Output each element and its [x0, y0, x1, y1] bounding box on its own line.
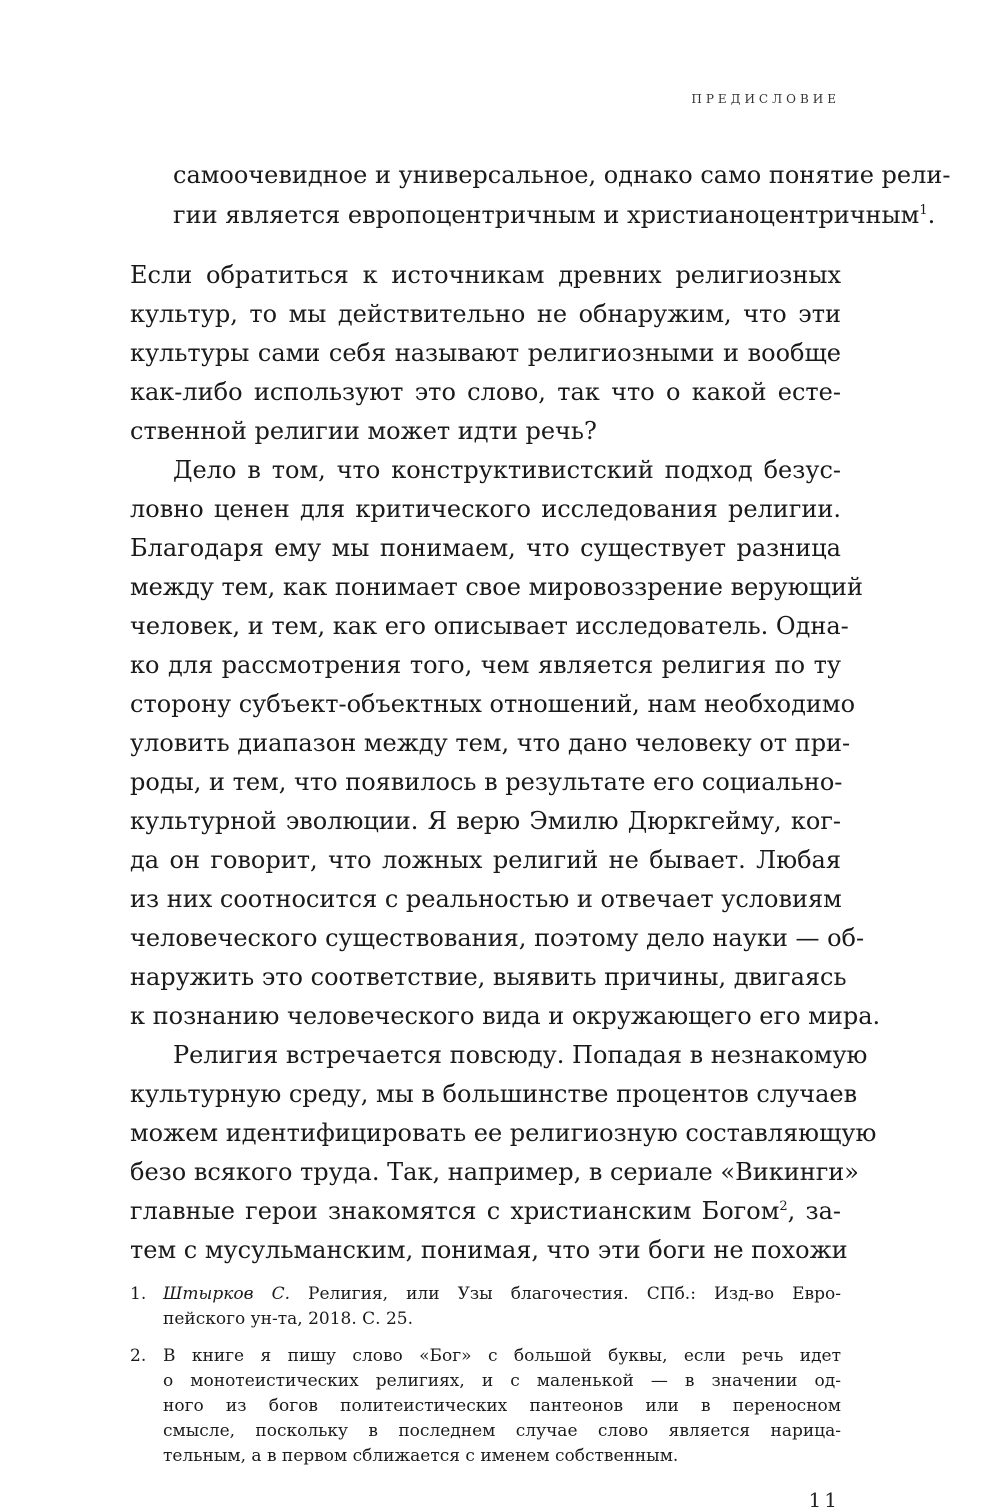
footnote-2-line: смысле, поскольку в последнем случае слово является нарица-: [163, 1421, 841, 1441]
body-line: наружить это соответствие, выявить причины, двигаясь: [130, 963, 847, 991]
footnote-author: Штырков С.: [163, 1284, 290, 1304]
footnote-number: 1.: [130, 1284, 147, 1304]
body-line: как-либо используют это слово, так что о какой есте-: [130, 378, 841, 406]
body-line: культуры сами себя называют религиозными и вообще: [130, 339, 841, 367]
quote-line: самоочевидное и универсальное, однако само понятие рели-: [173, 161, 951, 189]
body-line: уловить диапазон между тем, что дано человеку от при-: [130, 729, 851, 757]
body-line: культур, то мы действительно не обнаружим, что эти: [130, 300, 841, 328]
body-line: Дело в том, что конструктивистский подход безус-: [173, 456, 841, 484]
body-line: да он говорит, что ложных религий не бывает. Любая: [130, 846, 841, 874]
footnote-2: [130, 1344, 841, 1369]
footnote-text: В книге я пишу слово «Бог» с большой буквы, если речь идет: [163, 1346, 841, 1366]
body-line: безо всякого труда. Так, например, в сериале «Викинги»: [130, 1158, 859, 1186]
body-line: культурной эволюции. Я верю Эмилю Дюркгейму, ког-: [130, 807, 841, 835]
body-line: человеческого существования, поэтому дело науки — об-: [130, 924, 865, 952]
footnote-ref-1[interactable]: 1: [919, 203, 928, 218]
footnote-text: Религия, или Узы благочестия. СПб.: Изд-во Евро-: [289, 1284, 841, 1304]
footnote-1-line: пейского ун-та, 2018. С. 25.: [163, 1309, 413, 1329]
footnote-2-line: о монотеистических религиях, и с маленькой — в значении од-: [163, 1371, 841, 1391]
body-line-text: , за-: [787, 1197, 842, 1225]
body-line: человек, и тем, как его описывает исследователь. Одна-: [130, 612, 849, 640]
body-line: тем с мусульманским, понимая, что эти боги не похожи: [130, 1236, 848, 1264]
body-line: [130, 1191, 841, 1231]
quote-line: гии является европоцентричным и христианоцентричным$^1$.: [173, 201, 936, 229]
body-line: Религия встречается повсюду. Попадая в незнакомую: [173, 1041, 868, 1069]
body-line: ко для рассмотрения того, чем является религия по ту: [130, 651, 841, 679]
body-line: роды, и тем, что появилось в результате его социально-: [130, 768, 843, 796]
body-line-text: главные герои знакомятся с христианским Богом: [130, 1197, 780, 1225]
body-line: Благодаря ему мы понимаем, что существует разница: [130, 534, 841, 562]
footnote-number: 2.: [130, 1346, 147, 1366]
body-line: сторону субъект-объектных отношений, нам необходимо: [130, 690, 856, 718]
body-line: культурную среду, мы в большинстве процентов случаев: [130, 1080, 858, 1108]
footnote-ref-2[interactable]: 2: [779, 1199, 788, 1214]
body-line: к познанию человеческого вида и окружающего его мира.: [130, 1002, 881, 1030]
body-line: Если обратиться к источникам древних религиозных: [130, 261, 841, 289]
page-number: 11: [808, 1488, 840, 1512]
body-line: ственной религии может идти речь?: [130, 417, 597, 445]
body-line: из них соотносится с реальностью и отвечает условиям: [130, 885, 842, 913]
body-line: между тем, как понимает свое мировоззрение верующий: [130, 573, 863, 601]
footnote-2-line: тельным, а в первом сближается с именем собственным.: [163, 1446, 679, 1466]
running-head: ПРЕДИСЛОВИЕ: [691, 92, 840, 106]
quote-line-text: гии является европоцентричным и христианоцентричным: [173, 201, 920, 229]
footnote-1: [130, 1282, 841, 1307]
footnote-2-line: ного из богов политеистических пантеонов или в переносном: [163, 1396, 841, 1416]
body-line: ловно ценен для критического исследования религии.: [130, 495, 841, 523]
body-line: можем идентифицировать ее религиозную составляющую: [130, 1119, 877, 1147]
